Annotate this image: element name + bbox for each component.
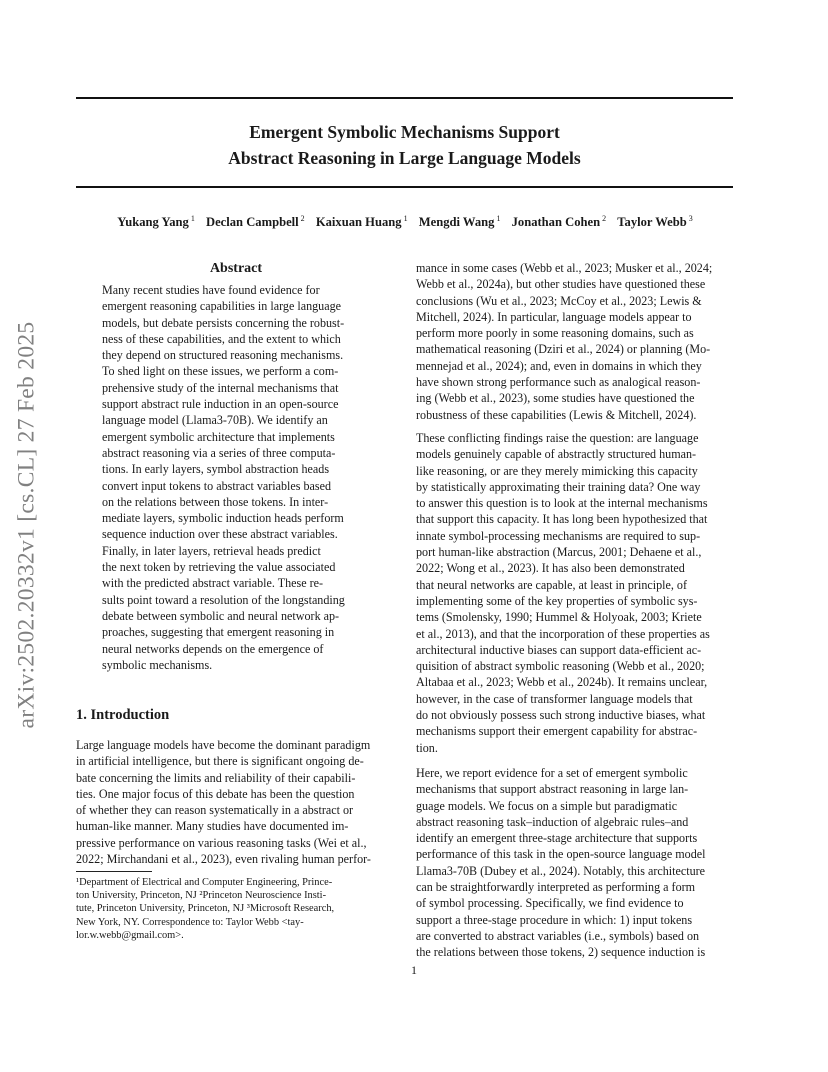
affiliation-mark: 2 [602,214,607,223]
affiliation-mark: 2 [300,214,305,223]
author-name: Yukang Yang [117,215,189,230]
affiliation-mark: 1 [190,214,195,223]
affiliation-mark: 3 [688,214,693,223]
title-line-1: Emergent Symbolic Mechanisms Support [249,122,560,142]
author [419,215,501,229]
title-bottom-rule [76,186,733,188]
affiliation-footnote: ¹Department of Electrical and Computer Engineering, Prince- ton University, Princeton, NJ ²Princeton Neuroscience Insti- tute, Princeton University, Princeton, NJ ³Microsoft Research, New York, NY. Correspondence to: Taylor Webb <tay- lor.w.webb@gmail.com>. [76,877,335,941]
body-paragraph: Here, we report evidence for a set of emergent symbolic mechanisms that support abstract reasoning in large lan- guage models. We focus on a simple but paradigmatic abstract reasoning task–induction of algebraic rules–and identify an emergent three-stage architecture that supports performance of this task in the open-source language model Llama3-70B (Dubey et al., 2024). Notably, this architecture can be straightforwardly interpreted as performing a form of symbol processing. Specifically, we find evidence to support a three-stage procedure in which: 1) input tokens are converted to abstract variables (i.e., symbols) based on the relations between those tokens, 2) sequence induction is [416,765,706,960]
affiliation-mark: 1 [403,214,408,223]
body-paragraph: These conflicting findings raise the question: are language models genuinely capable of abstractly structured human- like reasoning, or are they merely mimicking this capacity by statistically approximating their training data? One way to answer this question is to look at the internal mechanisms that support this capacity. It has long been hypothesized that innate symbol-processing mechanisms are required to sup- port human-like abstraction (Marcus, 2001; Dehaene et al., 2022; Wong et al., 2023). It has also been demonstrated that neural networks are capable, at least in principle, of implementing some of the key properties of symbolic sys- tems (Smolensky, 1990; Hummel & Holyoak, 2003; Kriete et al., 2013), and that the incorporation of these properties as architectural inductive biases can support data-efficient ac- quisition of abstract symbolic reasoning (Webb et al., 2020; Altabaa et al., 2023; Webb et al., 2024b). It remains unclear, however, in the case of transformer language models that do not obviously possess such strong inductive biases, what mechanisms support their emergent capability for abstrac- tion. [416,430,710,755]
affiliation-mark: 1 [496,214,501,223]
arxiv-identifier-stamp: arXiv:2502.20332v1 [cs.CL] 27 Feb 2025 [13,321,40,729]
paper-title [76,119,733,171]
right-column [416,260,734,960]
introduction-heading: 1. Introduction [76,707,170,723]
author-name: Kaixuan Huang [315,215,402,230]
title-top-rule [76,97,733,99]
author [206,215,305,229]
page-number: 1 [411,963,417,977]
body-paragraph: mance in some cases (Webb et al., 2023; Musker et al., 2024; Webb et al., 2024a), but other studies have questioned these conclusions (Wu et al., 2023; McCoy et al., 2023; Lewis & Mitchell, 2024). In particular, language models appear to perform more poorly in some reasoning domains, such as mathematical reasoning (Dziri et al., 2024) or planning (Mo- mennejad et al., 2024); and, even in domains in which they have shown strong performance such as analogical reason- ing (Webb et al., 2023), some studies have questioned the robustness of these capabilities (Lewis & Mitchell, 2024). [416,261,713,422]
author-name: Mengdi Wang [418,215,495,230]
author-name: Declan Campbell [205,215,299,230]
author [512,215,607,229]
author-list [60,214,750,230]
author [117,215,195,229]
author [617,215,692,229]
footnote-rule [76,871,152,872]
author-name: Jonathan Cohen [511,215,601,230]
author [316,215,408,229]
abstract-heading: Abstract [209,261,263,276]
title-line-2: Abstract Reasoning in Large Language Models [228,148,581,168]
author-name: Taylor Webb [617,215,687,230]
left-column [76,260,396,673]
abstract-body: Many recent studies have found evidence for emergent reasoning capabilities in large language models, but debate persists concerning the robust- ness of these capabilities, and the extent to which they depend on structured reasoning mechanisms. To shed light on these issues, we perform a com- prehensive study of the internal mechanisms that support abstract rule induction in an open-source language model (Llama3-70B). We identify an emergent symbolic architecture that implements abstract reasoning via a series of three computa- tions. In early layers, symbol abstraction heads convert input tokens to abstract variables based on the relations between those tokens. In inter- mediate layers, symbolic induction heads perform sequence induction over these abstract variables. Finally, in later layers, retrieval heads predict the next token by retrieving the value associated with the predicted abstract variable. These re- sults point toward a resolution of the longstanding debate between symbolic and neural network ap- proaches, suggesting that emergent reasoning in neural networks depends on the emergence of symbolic mechanisms. [102,283,345,672]
introduction-paragraph: Large language models have become the dominant paradigm in artificial intelligence, but there is significant ongoing de- bate concerning the limits and reliability of their capabili- ties. One major focus of this debate has been the question of whether they can reason systematically in a abstract or human-like manner. Many studies have documented im- pressive performance on various reasoning tasks (Wei et al., 2022; Mirchandani et al., 2023), even rivaling human perfor- [76,738,371,867]
